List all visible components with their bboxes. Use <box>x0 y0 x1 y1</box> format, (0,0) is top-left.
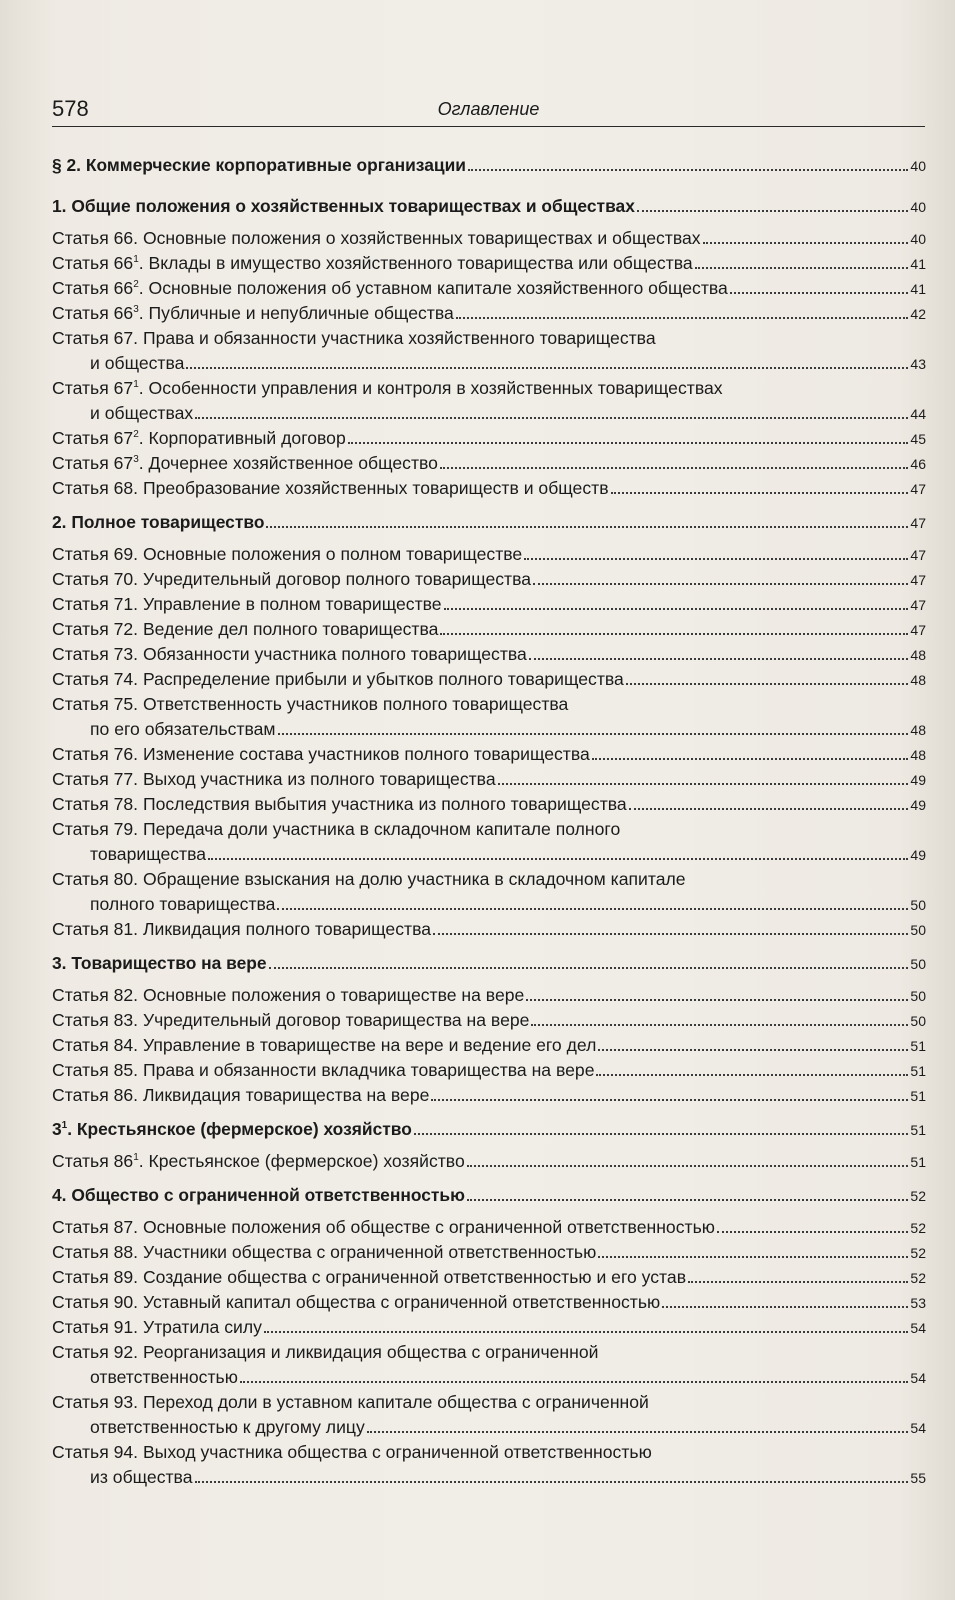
page-number: 578 <box>52 96 89 121</box>
page-ref: 55 <box>910 1470 926 1486</box>
section-heading <box>52 1116 926 1149</box>
page-ref: 47 <box>910 597 926 613</box>
entry-title: Статья 74. Распределение прибыли и убытков полного товарищества <box>52 669 624 689</box>
section-heading <box>52 509 926 542</box>
entry-title: Статья 89. Создание общества с ограниченной ответственностью и его устав <box>52 1267 687 1287</box>
toc-entry <box>52 983 926 1008</box>
toc-entry <box>52 1315 926 1340</box>
entry-title: Статья 83. Учредительный договор товарищества на вере <box>52 1010 530 1030</box>
page-ref: 47 <box>910 572 926 588</box>
page-ref: 44 <box>910 406 926 422</box>
entry-title: Статья 71. Управление в полном товариществе <box>52 594 442 614</box>
toc-entry <box>52 226 926 251</box>
toc-entry <box>52 476 926 501</box>
toc-group <box>52 1116 926 1174</box>
leader-dots <box>195 1476 909 1483</box>
page-ref: 43 <box>910 356 926 372</box>
entry-title: Статья 77. Выход участника из полного товарищества <box>52 769 496 789</box>
page-ref: 40 <box>910 231 926 247</box>
toc-entry <box>52 742 926 767</box>
leader-dots <box>592 753 909 760</box>
entry-title-continuation: ответственностью к другому лицу <box>90 1417 365 1437</box>
toc-group <box>52 509 926 942</box>
superscript-number: 1 <box>133 254 139 265</box>
leader-dots <box>529 653 909 660</box>
entry-title: Статья 66. Основные положения о хозяйственных товариществах и обществах <box>52 228 701 248</box>
page-ref: 53 <box>910 1295 926 1311</box>
entry-title-continuation: товарищества <box>90 844 207 864</box>
leader-dots <box>662 1301 908 1308</box>
leader-dots <box>440 462 908 469</box>
page-ref: 40 <box>910 199 926 215</box>
leader-dots <box>611 487 909 494</box>
page-ref: 50 <box>910 922 926 938</box>
toc-entry <box>52 1058 926 1083</box>
leader-dots <box>186 362 908 369</box>
entry-title: Статья 78. Последствия выбытия участника из полного товарищества <box>52 794 627 814</box>
entry-title: Статья 76. Изменение состава участников полного товарищества <box>52 744 590 764</box>
entry-title: Статья 88. Участники общества с ограниченной ответственностью <box>52 1242 597 1262</box>
section-heading <box>52 1182 926 1215</box>
toc-entry <box>52 1290 926 1315</box>
entry-title: Статья $66^3$. Публичные и непубличные общества <box>52 303 454 323</box>
page-ref: 46 <box>910 456 926 472</box>
page-ref: 50 <box>910 988 926 1004</box>
toc-entry <box>52 451 926 476</box>
leader-dots <box>431 1094 908 1101</box>
toc-group <box>52 193 926 501</box>
entry-title: Статья 82. Основные положения о товариществе на вере <box>52 985 525 1005</box>
entry-title: Статья $67^3$. Дочернее хозяйственное общество <box>52 453 438 473</box>
toc-entry <box>52 867 926 892</box>
entry-title: Статья 92. Реорганизация и ликвидация общества с ограниченной <box>52 1342 599 1362</box>
page-ref: 49 <box>910 847 926 863</box>
toc-entry <box>52 1033 926 1058</box>
leader-dots <box>467 1194 908 1201</box>
superscript-number: 3 <box>133 304 139 315</box>
section-title: 2. Полное товарищество <box>52 512 265 532</box>
entry-title-continuation: и обществах <box>90 403 194 423</box>
leader-dots <box>626 678 909 685</box>
entry-title: Статья 91. Утратила силу <box>52 1317 262 1337</box>
toc-entry <box>52 917 926 942</box>
section-title: 4. Общество с ограниченной ответственностью <box>52 1185 465 1205</box>
leader-dots <box>717 1226 908 1233</box>
section-heading <box>52 950 926 983</box>
toc-entry <box>52 1215 926 1240</box>
toc-entry <box>52 1083 926 1108</box>
entry-title: Статья 80. Обращение взыскания на долю участника в складочном капитале <box>52 869 686 889</box>
toc-entry <box>52 426 926 451</box>
toc-entry <box>52 667 926 692</box>
leader-dots <box>629 803 909 810</box>
page-ref: 51 <box>910 1122 926 1138</box>
leader-dots <box>195 412 908 419</box>
entry-title: Статья $67^1$. Особенности управления и контроля в хозяйственных товариществах <box>52 378 723 398</box>
leader-dots <box>703 237 909 244</box>
leader-dots <box>637 205 909 212</box>
page-ref: 50 <box>910 1013 926 1029</box>
toc-entry <box>52 1149 926 1174</box>
toc-entry-continuation <box>52 842 926 867</box>
leader-dots <box>596 1069 908 1076</box>
leader-dots <box>468 164 908 171</box>
toc-entry <box>52 1440 926 1465</box>
leader-dots <box>695 262 909 269</box>
page-ref: 51 <box>910 1088 926 1104</box>
superscript-number: 3 <box>133 454 139 465</box>
page-ref: 48 <box>910 747 926 763</box>
toc-entry-continuation <box>52 892 926 917</box>
leader-dots <box>208 853 908 860</box>
leader-dots <box>456 312 909 319</box>
leader-dots <box>533 578 908 585</box>
page-ref: 48 <box>910 722 926 738</box>
page-ref: 40 <box>910 158 926 174</box>
toc-entry <box>52 301 926 326</box>
toc-entry <box>52 276 926 301</box>
leader-dots <box>730 287 909 294</box>
toc-entry <box>52 1008 926 1033</box>
entry-title: Статья 81. Ликвидация полного товарищества <box>52 919 432 939</box>
section-heading <box>52 152 926 185</box>
section-title: § 2. Коммерческие корпоративные организации <box>52 155 466 175</box>
page-ref: 54 <box>910 1370 926 1386</box>
leader-dots <box>269 962 909 969</box>
leader-dots <box>526 994 908 1001</box>
toc-entry <box>52 542 926 567</box>
toc-group <box>52 152 926 185</box>
toc-entry <box>52 1340 926 1365</box>
leader-dots <box>433 928 908 935</box>
toc-entry-continuation <box>52 717 926 742</box>
leader-dots <box>278 728 909 735</box>
page-ref: 48 <box>910 647 926 663</box>
entry-title: Статья 73. Обязанности участника полного товарищества <box>52 644 527 664</box>
entry-title: Статья $66^2$. Основные положения об уставном капитале хозяйственного общества <box>52 278 728 298</box>
page-ref: 52 <box>910 1188 926 1204</box>
leader-dots <box>240 1376 909 1383</box>
toc-entry <box>52 617 926 642</box>
leader-dots <box>367 1426 909 1433</box>
toc-entry <box>52 767 926 792</box>
superscript-number: 1 <box>61 1120 68 1131</box>
entry-title: Статья 94. Выход участника общества с ограниченной ответственностью <box>52 1442 652 1462</box>
toc-entry-continuation <box>52 1465 926 1490</box>
entry-title: Статья 85. Права и обязанности вкладчика товарищества на вере <box>52 1060 595 1080</box>
superscript-number: 2 <box>133 429 139 440</box>
toc-entry <box>52 1240 926 1265</box>
superscript-number: 2 <box>133 279 139 290</box>
running-title: Оглавление <box>437 99 540 119</box>
page-ref: 50 <box>910 956 926 972</box>
toc-entry <box>52 692 926 717</box>
page-ref: 41 <box>910 281 926 297</box>
page-ref: 47 <box>910 622 926 638</box>
toc-entry <box>52 817 926 842</box>
superscript-number: 1 <box>133 1152 139 1163</box>
leader-dots <box>524 553 908 560</box>
leader-dots <box>467 1160 909 1167</box>
toc-group <box>52 950 926 1108</box>
entry-title: Статья 84. Управление в товариществе на вере и ведение его дел <box>52 1035 597 1055</box>
toc-entry <box>52 376 926 401</box>
leader-dots <box>440 628 908 635</box>
entry-title-continuation: по его обязательствам <box>90 719 276 739</box>
toc-entry <box>52 1265 926 1290</box>
entry-title: Статья $66^1$. Вклады в имущество хозяйственного товарищества или общества <box>52 253 693 273</box>
entry-title: Статья 93. Переход доли в уставном капитале общества с ограниченной <box>52 1392 649 1412</box>
entry-title: Статья 67. Права и обязанности участника хозяйственного товарищества <box>52 328 656 348</box>
leader-dots <box>266 521 908 528</box>
page-ref: 52 <box>910 1245 926 1261</box>
page-ref: 47 <box>910 547 926 563</box>
section-title: 3. Товарищество на вере <box>52 953 267 973</box>
entry-title: Статья 72. Ведение дел полного товарищества <box>52 619 439 639</box>
entry-title: Статья 79. Передача доли участника в складочном капитале полного <box>52 819 621 839</box>
section-heading <box>52 193 926 226</box>
page-ref: 42 <box>910 306 926 322</box>
entry-title-continuation: ответственностью <box>90 1367 238 1387</box>
page-ref: 47 <box>910 515 926 531</box>
toc-entry-continuation <box>52 351 926 376</box>
entry-title: Статья 70. Учредительный договор полного товарищества <box>52 569 532 589</box>
page-ref: 52 <box>910 1270 926 1286</box>
leader-dots <box>598 1044 908 1051</box>
page-header <box>52 96 925 127</box>
toc-entry <box>52 326 926 351</box>
entry-title: Статья 87. Основные положения об обществе с ограниченной ответственностью <box>52 1217 715 1237</box>
entry-title-continuation: из общества <box>90 1467 193 1487</box>
leader-dots <box>444 603 909 610</box>
entry-title: Статья 86. Ликвидация товарищества на вере <box>52 1085 430 1105</box>
page-ref: 54 <box>910 1420 926 1436</box>
table-of-contents <box>52 152 926 1498</box>
entry-title: Статья $67^2$. Корпоративный договор <box>52 428 346 448</box>
page-ref: 52 <box>910 1220 926 1236</box>
superscript-number: 1 <box>133 379 139 390</box>
leader-dots <box>688 1276 908 1283</box>
section-title: 1. Общие положения о хозяйственных товариществах и обществах <box>52 196 635 216</box>
leader-dots <box>531 1019 908 1026</box>
leader-dots <box>277 903 908 910</box>
page-ref: 51 <box>910 1038 926 1054</box>
toc-entry <box>52 251 926 276</box>
toc-entry <box>52 1390 926 1415</box>
leader-dots <box>348 437 909 444</box>
page-ref: 45 <box>910 431 926 447</box>
leader-dots <box>598 1251 908 1258</box>
page-ref: 51 <box>910 1063 926 1079</box>
toc-entry <box>52 792 926 817</box>
entry-title-continuation: и общества <box>90 353 185 373</box>
toc-entry <box>52 567 926 592</box>
page-ref: 41 <box>910 256 926 272</box>
leader-dots <box>498 778 909 785</box>
leader-dots <box>264 1326 909 1333</box>
page-ref: 48 <box>910 672 926 688</box>
toc-entry-continuation <box>52 401 926 426</box>
section-title: $3^1$. Крестьянское (фермерское) хозяйство <box>52 1119 412 1139</box>
toc-entry <box>52 642 926 667</box>
entry-title: Статья 90. Уставный капитал общества с ограниченной ответственностью <box>52 1292 661 1312</box>
entry-title: Статья $86^1$. Крестьянское (фермерское) хозяйство <box>52 1151 465 1171</box>
toc-group <box>52 1182 926 1490</box>
page-ref: 50 <box>910 897 926 913</box>
page-ref: 49 <box>910 772 926 788</box>
entry-title: Статья 68. Преобразование хозяйственных товариществ и обществ <box>52 478 609 498</box>
entry-title-continuation: полного товарищества <box>90 894 276 914</box>
page-ref: 49 <box>910 797 926 813</box>
page-ref: 51 <box>910 1154 926 1170</box>
page-ref: 54 <box>910 1320 926 1336</box>
toc-entry-continuation <box>52 1365 926 1390</box>
entry-title: Статья 69. Основные положения о полном товариществе <box>52 544 523 564</box>
entry-title: Статья 75. Ответственность участников полного товарищества <box>52 694 569 714</box>
leader-dots <box>414 1128 909 1135</box>
toc-entry <box>52 592 926 617</box>
toc-entry-continuation <box>52 1415 926 1440</box>
page-ref: 47 <box>910 481 926 497</box>
